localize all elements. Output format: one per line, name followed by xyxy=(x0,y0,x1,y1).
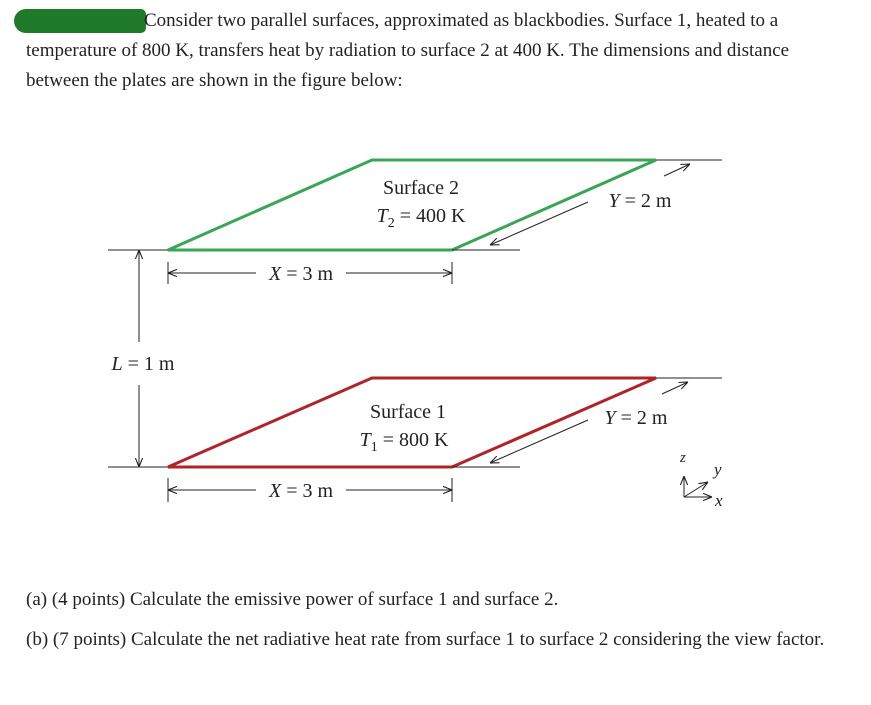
surface-1-y-label: Y = 2 m xyxy=(604,407,668,429)
question-a: (a) (4 points) Calculate the emissive power of surface 1 and surface 2. xyxy=(26,589,559,610)
y-axis-label: y xyxy=(714,460,722,479)
surface-1-x-label: X = 3 m xyxy=(268,480,334,502)
surface-2-y-label: Y = 2 m xyxy=(608,190,672,212)
x-axis-label: x xyxy=(715,491,723,510)
surface-2-y-dimension-line xyxy=(490,202,588,245)
problem-statement: Consider two parallel surfaces, approximated as blackbodies. Surface 1, heated to a temperature of 800 K, transfers heat by radiation to surface 2 at 400 K. The dimensions and distance between the plates are shown in the figure below: xyxy=(26,10,790,91)
gap-label: L = 1 m xyxy=(111,353,175,375)
surface-2-x-label: X = 3 m xyxy=(268,263,334,285)
coordinate-axes xyxy=(679,450,723,510)
surface-2-y-dimension-line-top xyxy=(664,164,690,176)
surface-1-y-dimension-line-top xyxy=(662,382,688,394)
surface-1-temperature: $T_1 = 800$ K xyxy=(359,429,449,455)
surface-2-temperature: $T_2 = 400$ K xyxy=(376,205,466,231)
question-b: (b) (7 points) Calculate the net radiative heat rate from surface 1 to surface 2 considering the view factor. xyxy=(26,629,825,650)
y-axis-arrow xyxy=(684,482,708,497)
surface-1-y-dimension-line xyxy=(490,420,588,463)
surface-1-name: Surface 1 xyxy=(369,401,447,423)
z-axis-label: z xyxy=(680,450,686,466)
surface-2-name: Surface 2 xyxy=(382,177,460,199)
